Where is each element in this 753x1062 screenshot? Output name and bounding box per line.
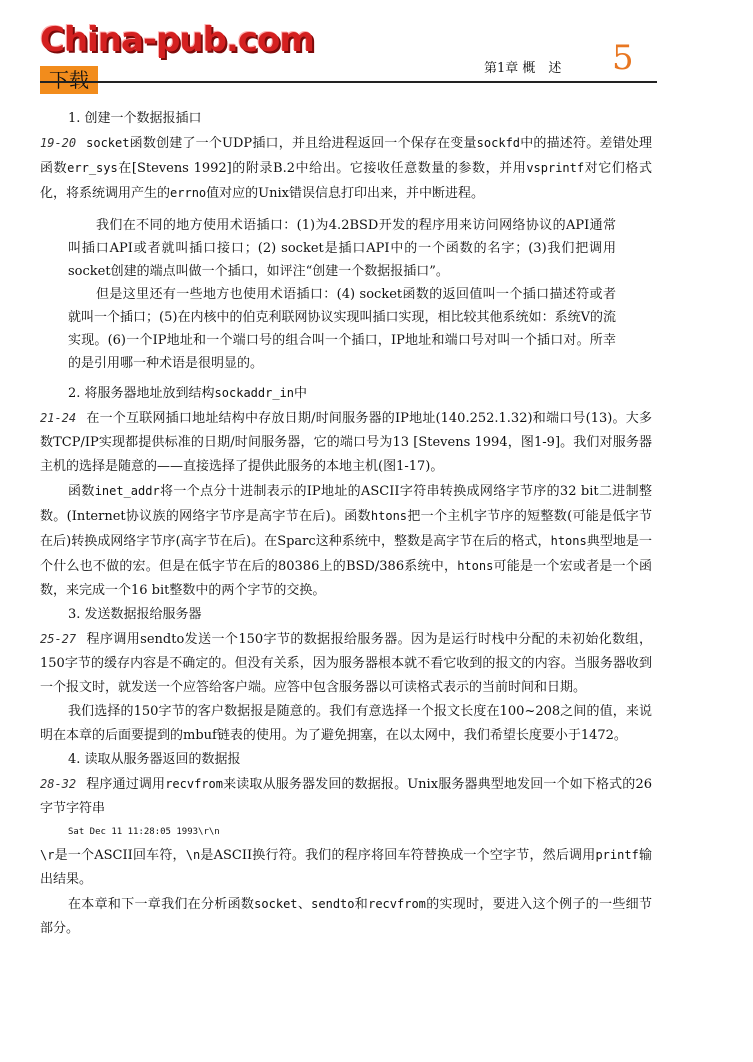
heading-text: 中 (294, 386, 308, 401)
china-pub-logo[interactable]: China-pub.com (40, 20, 314, 60)
body-text: 程序通过调用 (86, 777, 166, 792)
body-text: 在[Stevens 1992]的附录B.2中给出。它接收任意数量的参数，并用 (117, 161, 527, 176)
code-term: err_sys (67, 161, 118, 175)
code-term: socket (86, 136, 130, 150)
body-text: 函数创建了一个UDP插口，并且给进程返回一个保存在变量 (129, 136, 477, 151)
section-heading-2 (40, 381, 652, 406)
section-heading-3: 3. 发送数据报给服务器 (68, 607, 202, 622)
body-text: 来读取从服务器发回的数据报。Unix服务器典型地发回一个如下格式的26字节字符串 (40, 777, 652, 816)
body-text: 输出结果。 (40, 848, 652, 887)
section-heading-1: 1. 创建一个数据报插口 (68, 111, 202, 126)
body-text: 、 (297, 897, 312, 912)
code-term: errno (170, 186, 207, 200)
body-text: 把一个主机字节序的短整数(可能是低字节在后)转换成网络字节序(高字节在后)。在Sparc这种系统中，整数是高字节在后的格式， (40, 509, 652, 549)
paragraph-s2 (40, 406, 652, 479)
paragraph-s4 (40, 772, 652, 821)
code-term: sockfd (476, 136, 521, 150)
line-ref: 25-27 (40, 632, 77, 646)
code-term: recvfrom (165, 777, 223, 791)
code-term: \n (185, 848, 201, 862)
code-term: \r (40, 848, 55, 862)
note-paragraph: 但是这里还有一些地方也使用术语插口：(4) socket函数的返回值叫一个插口描述符或者就叫一个插口；(5)在内核中的伯克利联网协议实现叫插口实现，相比较其他系统如：系统V的流实现。(6)一个IP地址和一个端口号的组合叫一个插口，IP地址和端口号对叫一个插口对。所幸的是引用哪一种术语是很明显的。 (68, 287, 616, 371)
body-text: 可能是一个宏或者是一个函数，来完成一个16 bit整数中的两个字节的交换。 (40, 559, 652, 598)
body-text: 的实现时，要进入这个例子的一些细节部分。 (40, 897, 652, 936)
heading-text: 2. 将服务器地址放到结构 (68, 386, 215, 401)
body-text: 在一个互联网插口地址结构中存放日期/时间服务器的IP地址(140.252.1.32)和端口号(13)。大多数TCP/IP实现都提供标准的日期/时间服务器，它的端口号为13 [Stevens 1994，图1-9]。我们对服务器主机的选择是随意的——直接选择了提供此服务的本地主机(图1-17)。 (40, 411, 652, 474)
line-ref: 21-24 (40, 411, 77, 425)
header-rule (40, 81, 657, 83)
body-text: 中的描述符。差错处理函数 (40, 136, 652, 176)
code-term: htons (457, 559, 494, 573)
line-ref: 28-32 (40, 777, 77, 791)
code-example: Sat Dec 11 11:28:05 1993\r\n (68, 827, 220, 837)
terminology-note (40, 214, 652, 375)
code-term: socket (254, 897, 298, 911)
code-term: vsprintf (526, 161, 585, 175)
code-term: inet_addr (94, 484, 160, 498)
body-text: 是一个ASCII回车符， (54, 848, 186, 863)
body-text: 是ASCII换行符。我们的程序将回车符替换成一个空字节，然后调用 (200, 848, 596, 863)
chapter-title: 第1章 概 述 (484, 61, 562, 76)
page-body (40, 107, 652, 941)
paragraph-s3-2: 我们选择的150字节的客户数据报是随意的。我们有意选择一个报文长度在100~208之间的值，来说明在本章的后面要提到的mbuf链表的使用。为了避免拥塞，在以太网中，我们希望长度要小于1472。 (40, 704, 652, 743)
code-term: sockaddr_in (214, 386, 295, 400)
paragraph-s4-2 (40, 843, 652, 892)
code-term: sendto (311, 897, 355, 911)
paragraph-s2-2 (40, 479, 652, 603)
code-term: recvfrom (368, 897, 426, 911)
line-ref: 19-20 (40, 136, 77, 150)
download-badge[interactable]: 下载 (40, 66, 98, 94)
code-term: printf (595, 848, 639, 862)
body-text: 和 (354, 897, 369, 912)
body-text: 值对应的Unix错误信息打印出来，并中断进程。 (206, 186, 484, 201)
note-paragraph: 我们在不同的地方使用术语插口：(1)为4.2BSD开发的程序用来访问网络协议的API通常叫插口API或者就叫插口接口；(2) socket是插口API中的一个函数的名字；(3)我们把调用socket创建的端点叫做一个插口，如评注“创建一个数据报插口”。 (68, 218, 616, 279)
body-text: 函数 (68, 484, 95, 499)
body-text: 将一个点分十进制表示的IP地址的ASCII字符串转换成网络字节序的32 bit二进制整数。(Internet协议族的网络字节序是高字节在后)。函数 (40, 484, 652, 524)
paragraph-s1 (40, 131, 652, 206)
code-term: htons (370, 509, 408, 523)
paragraph-s4-3 (40, 892, 652, 941)
section-heading-4: 4. 读取从服务器返回的数据报 (68, 752, 241, 767)
body-text: 程序调用sendto发送一个150字节的数据报给服务器。因为是运行时栈中分配的未初始化数组，150字节的缓存内容是不确定的。但没有关系，因为服务器根本就不看它收到的报文的内容。当服务器收到一个报文时，就发送一个应答给客户端。应答中包含服务器以可读格式表示的当前时间和日期。 (40, 632, 652, 695)
body-text: 在本章和下一章我们在分析函数 (68, 897, 255, 912)
body-text: 典型地是一个什么也不做的宏。但是在低字节在后的80386上的BSD/386系统中， (40, 534, 652, 574)
code-term: htons (550, 534, 587, 548)
paragraph-s3 (40, 627, 652, 700)
body-text: 对它们格式化，将系统调用产生的 (40, 161, 652, 201)
page-number: 5 (612, 38, 634, 78)
